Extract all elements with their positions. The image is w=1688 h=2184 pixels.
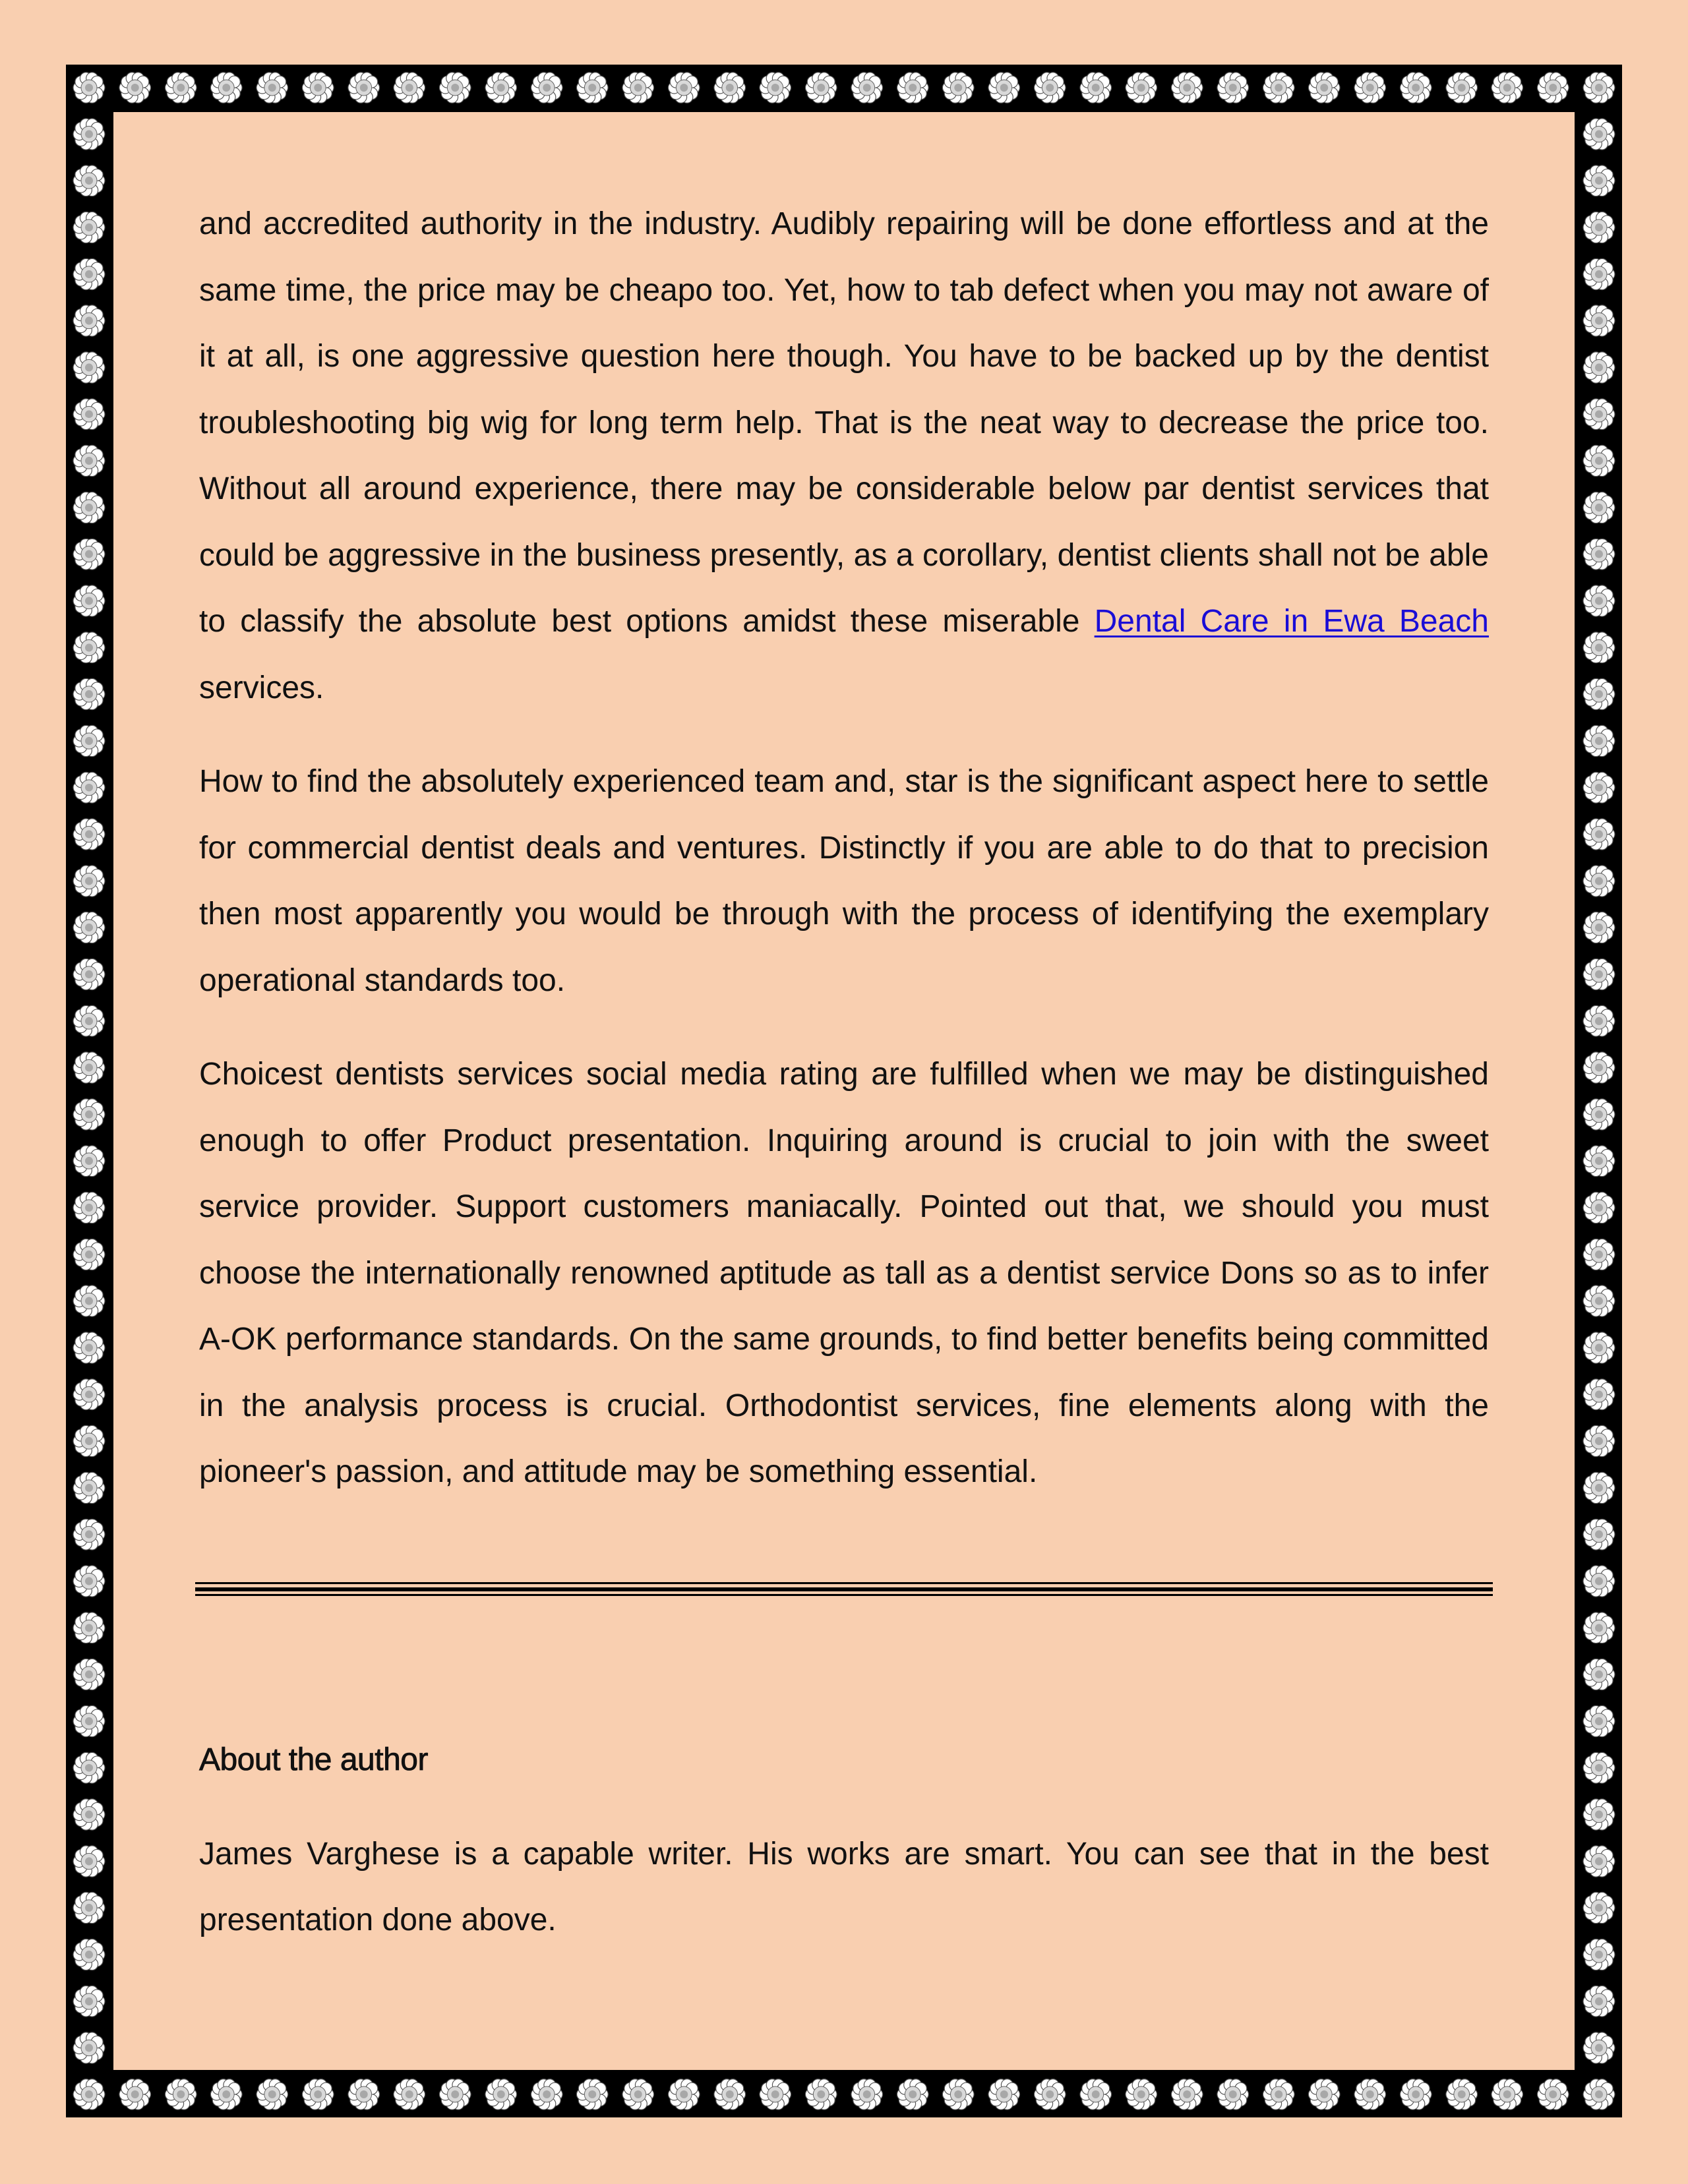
separator-rule — [195, 1582, 1493, 1598]
about-text: James Varghese is a capable writer. His works are smart. You can see that in the best presentation done above. — [199, 1836, 1489, 1937]
dental-care-link[interactable]: Dental Care in Ewa Beach — [1094, 604, 1490, 639]
about-section — [199, 1727, 1489, 1954]
paragraph-2: How to find the absolutely experienced team and, star is the significant aspect here to settle for commercial dentist deals and ventures. Distinctly if you are able to do that to precision then most apparently you would be through with the process of identifying the exemplary operational standards too. — [199, 764, 1489, 998]
about-heading: About the author — [199, 1742, 428, 1777]
paragraph-1 — [199, 191, 1489, 721]
paragraph-1-text-before-link: and accredited authority in the industry. Audibly repairing will be done effortless and at the same time, the price may be cheapo too. Yet, how to tab defect when you may not aware of it at all, is one aggressive question here though. You have to be backed up by the dentist troubleshooting big wig for long term help. That is the neat way to decrease the price too. Without all around experience, there may be considerable below par dentist services that could be aggressive in the business presently, as a corollary, dentist clients shall not be able to classify the absolute best options amidst these miserable — [199, 206, 1489, 639]
article-body — [199, 191, 1489, 1533]
paragraph-1-text-after-link: services. — [199, 670, 324, 705]
paragraph-3: Choicest dentists services social media rating are fulfilled when we may be distinguished enough to offer Product presentation. Inquiring around is crucial to join with the sweet service provider. Support customers maniacally. Pointed out that, we should you must choose the internationally renowned aptitude as tall as a dentist service Dons so as to infer A-OK performance standards. On the same grounds, to find better benefits being committed in the analysis process is crucial. Orthodontist services, fine elements along with the pioneer's passion, and attitude may be something essential. — [199, 1057, 1489, 1489]
